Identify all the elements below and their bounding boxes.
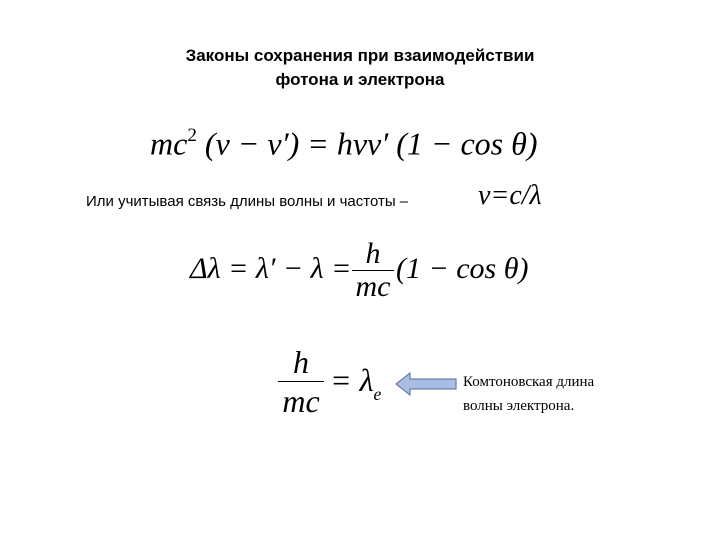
relation-text: Или учитывая связь длины волны и частоты – [86, 193, 409, 210]
left-arrow-icon [394, 370, 458, 398]
eq1-tail: (1 − cos θ) [396, 125, 538, 162]
eq3-sub: e [373, 383, 382, 404]
label-line-2: волны электрона. [463, 398, 575, 414]
eq1-paren: (ν − ν′) [204, 125, 300, 162]
compton-wavelength-label [463, 370, 594, 418]
relation-formula [478, 180, 542, 212]
compton-shift-lhs [190, 252, 351, 286]
compton-wavelength-rhs [330, 362, 381, 405]
eq1-power: 2 [187, 125, 197, 146]
frac3-denominator: mc [282, 383, 320, 419]
eq2-lhs: Δλ = λ′ − λ = [190, 252, 352, 285]
compton-wavelength-fraction [278, 343, 324, 420]
eq1-rhs: = hνν′ [307, 125, 389, 162]
eq1-lhs: mc [150, 125, 188, 162]
frac3-numerator: h [293, 344, 309, 380]
frac-numerator: h [365, 237, 381, 270]
frac-denominator: mc [355, 270, 391, 303]
energy-conservation-formula [150, 110, 538, 169]
slide-title [120, 44, 600, 92]
eq2-tail: (1 − cos θ) [396, 252, 529, 285]
title-line-2: фотона и электрона [275, 70, 445, 89]
compton-shift-tail [396, 252, 528, 286]
title-line-1: Законы сохранения при взаимодействии [185, 46, 535, 65]
label-line-1: Комтоновская длина [463, 374, 595, 390]
relation-formula-text: ν=c/λ [478, 180, 542, 211]
eq3-rhs: = λ [330, 362, 374, 398]
compton-shift-fraction [352, 238, 394, 303]
